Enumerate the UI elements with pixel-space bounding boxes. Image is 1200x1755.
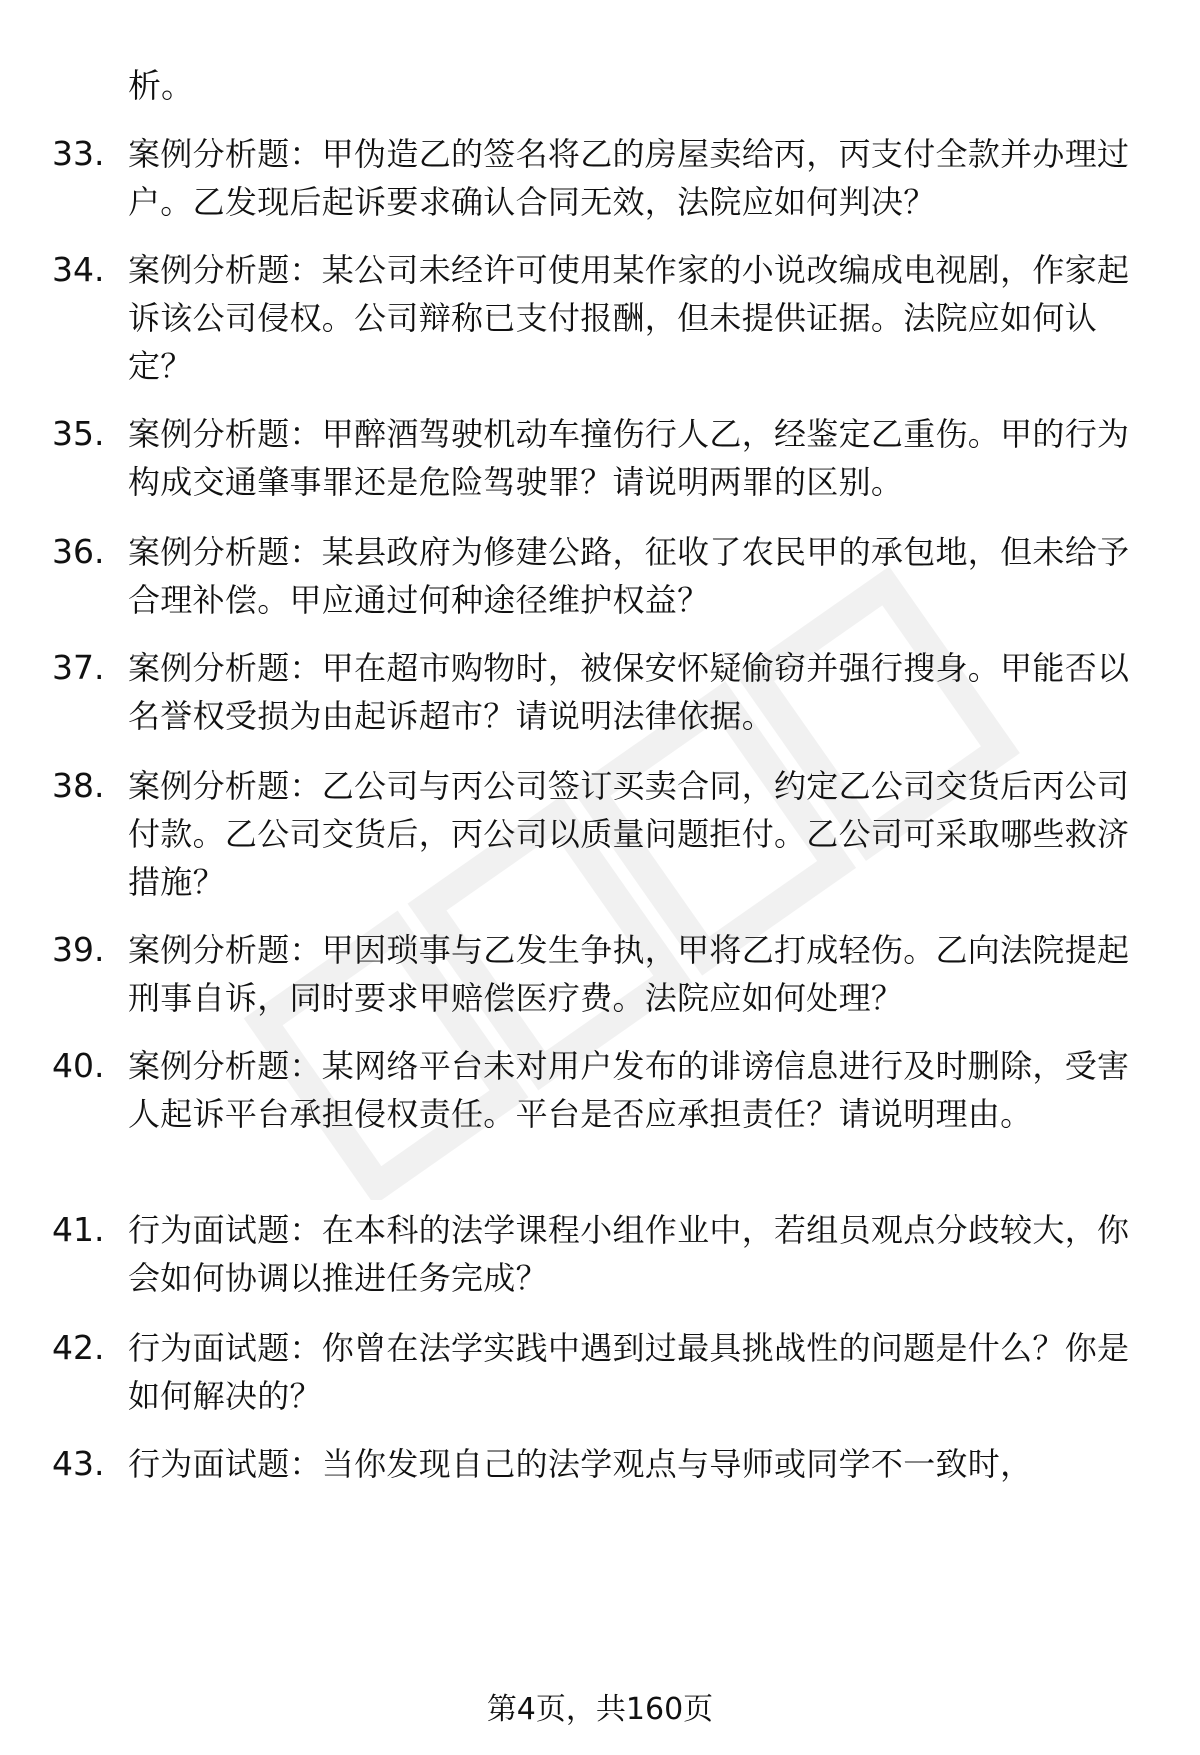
question-item	[52, 1206, 1152, 1302]
question-number: 38.	[52, 766, 105, 805]
question-number: 37.	[52, 648, 105, 687]
question-item	[52, 130, 1152, 226]
question-item	[52, 762, 1152, 906]
question-number: 41.	[52, 1210, 105, 1249]
question-text: 案例分析题：甲醉酒驾驶机动车撞伤行人乙，经鉴定乙重伤。甲的行为构成交通肇事罪还是危险驾驶罪？请说明两罪的区别。	[128, 415, 1130, 501]
question-item	[52, 926, 1152, 1022]
question-item	[52, 1042, 1152, 1138]
question-number: 39.	[52, 930, 105, 969]
question-text: 案例分析题：乙公司与丙公司签订买卖合同，约定乙公司交货后丙公司付款。乙公司交货后，丙公司以质量问题拒付。乙公司可采取哪些救济措施？	[128, 767, 1130, 901]
question-item	[52, 528, 1152, 624]
question-number: 36.	[52, 532, 105, 571]
question-number: 43.	[52, 1444, 105, 1483]
question-number: 42.	[52, 1328, 105, 1367]
question-text: 行为面试题：在本科的法学课程小组作业中，若组员观点分歧较大，你会如何协调以推进任务完成？	[128, 1211, 1130, 1297]
question-item	[52, 410, 1152, 506]
question-text: 案例分析题：某网络平台未对用户发布的诽谤信息进行及时删除，受害人起诉平台承担侵权责任。平台是否应承担责任？请说明理由。	[128, 1047, 1130, 1133]
question-number: 33.	[52, 134, 105, 173]
question-text: 行为面试题：你曾在法学实践中遇到过最具挑战性的问题是什么？你是如何解决的？	[128, 1329, 1130, 1415]
question-text: 行为面试题：当你发现自己的法学观点与导师或同学不一致时，	[128, 1445, 1033, 1483]
question-number: 40.	[52, 1046, 105, 1085]
question-text: 案例分析题：某县政府为修建公路，征收了农民甲的承包地，但未给予合理补偿。甲应通过何种途径维护权益？	[128, 533, 1130, 619]
question-text: 案例分析题：甲因琐事与乙发生争执，甲将乙打成轻伤。乙向法院提起刑事自诉，同时要求甲赔偿医疗费。法院应如何处理？	[128, 931, 1130, 1017]
question-number: 35.	[52, 414, 105, 453]
question-text: 案例分析题：甲伪造乙的签名将乙的房屋卖给丙，丙支付全款并办理过户。乙发现后起诉要求确认合同无效，法院应如何判决？	[128, 135, 1130, 221]
question-text: 案例分析题：某公司未经许可使用某作家的小说改编成电视剧，作家起诉该公司侵权。公司辩称已支付报酬，但未提供证据。法院应如何认定？	[128, 251, 1130, 385]
continuation-text: 析。	[128, 66, 194, 105]
page-footer: 第4页，共160页	[486, 1692, 714, 1727]
question-item	[52, 1440, 1152, 1488]
question-item	[52, 246, 1152, 390]
question-text: 案例分析题：甲在超市购物时，被保安怀疑偷窃并强行搜身。甲能否以名誉权受损为由起诉超市？请说明法律依据。	[128, 649, 1130, 735]
question-item	[52, 644, 1152, 740]
question-item	[52, 1324, 1152, 1420]
question-number: 34.	[52, 250, 105, 289]
